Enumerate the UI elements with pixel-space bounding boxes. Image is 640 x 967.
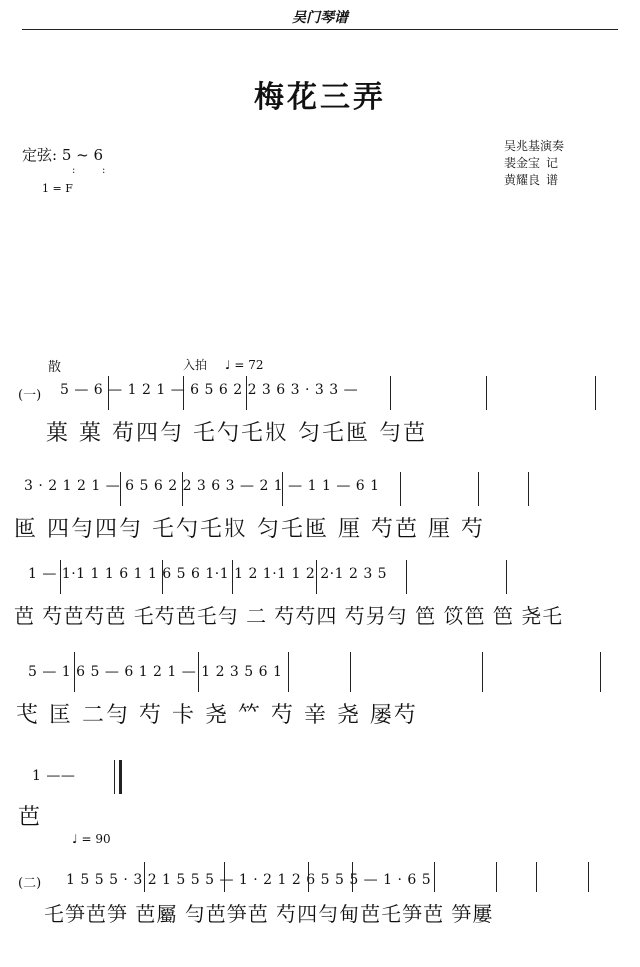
octave-dot: : <box>102 165 106 176</box>
barline <box>496 862 497 892</box>
barline <box>350 652 351 692</box>
section-1-label: (一) <box>18 388 42 403</box>
jianzi-tablature: 芭 <box>18 805 43 830</box>
numbered-notation: 3 · 2 1 2 1 — 6 5 6 2 2 3 6 3 — 2 1 — 1 1 — 6 1 <box>24 478 380 494</box>
header-title: 吴门琴谱 <box>292 10 348 26</box>
credits <box>504 138 564 189</box>
numbered-notation: 1 5 5 5 · 3 2 1 5 5 5 — 1 · 2 1 2 6 5 5 5 — 1 · 6 5 <box>66 872 432 888</box>
numbered-notation: 1 —— <box>32 768 76 784</box>
barline <box>162 560 163 594</box>
barline <box>600 652 601 692</box>
score-line-2 <box>14 472 620 552</box>
barline <box>406 560 407 594</box>
barline <box>528 472 529 506</box>
tuning-value: 5 ~ 6 <box>61 146 104 164</box>
page-header <box>0 0 640 40</box>
barline <box>288 652 289 692</box>
transcriber-2: 黄耀良 <box>504 173 541 187</box>
score-line-5 <box>20 760 620 830</box>
barline <box>486 376 487 410</box>
numbered-notation: 5 — 6 — 1 2 1 — 6 5 6 2 2 3 6 3 · 3 3 — <box>60 382 359 398</box>
transcribed-label: 记谱 <box>546 156 559 187</box>
tuning-label: 定弦: <box>22 146 58 164</box>
score-line-6 <box>20 862 620 942</box>
tempo-value: ♩ = 72 <box>224 358 264 372</box>
barline <box>478 472 479 506</box>
score-line-1 <box>20 376 620 456</box>
barline <box>182 472 183 506</box>
numbered-notation: 5 — 1 6 5 — 6 1 2 1 — 1 2 3 5 6 1 <box>28 664 283 680</box>
barline <box>120 472 121 506</box>
transcriber-1: 裴金宝 <box>504 156 541 170</box>
tempo-text <box>183 356 263 373</box>
tuning <box>22 144 103 165</box>
barline <box>232 560 233 594</box>
barline <box>246 376 247 410</box>
barline <box>60 560 61 594</box>
score-line-3 <box>14 560 620 640</box>
jianzi-tablature: 菓 菓 苟四勻 乇勺乇𤕭 匀乇匜 勻芭 <box>46 421 427 446</box>
tempo-value-2: ♩ = 90 <box>72 832 111 846</box>
numbered-notation: 1 — 1·1 1 1 6 1 1 6 5 6 1·1 1 2 1·1 1 2 2·1 2 3 5 <box>28 566 388 582</box>
header-rule <box>22 29 618 30</box>
barline <box>536 862 537 892</box>
barline <box>183 376 184 410</box>
barline <box>595 376 596 410</box>
performer: 吴兆基演奏 <box>504 139 565 153</box>
barline <box>352 862 353 892</box>
piece-title: 梅花三弄 <box>254 80 386 115</box>
barline <box>390 376 391 410</box>
barline <box>282 472 283 506</box>
free-meter-mark: 散 <box>48 360 62 375</box>
barline <box>506 560 507 594</box>
octave-dot: : <box>72 165 76 176</box>
barline <box>74 652 75 692</box>
barline <box>224 862 225 892</box>
score-line-4 <box>16 652 620 738</box>
barline <box>316 560 317 594</box>
barline <box>308 862 309 892</box>
final-barline <box>119 760 122 794</box>
barline <box>588 862 589 892</box>
barline <box>114 760 115 794</box>
barline <box>198 652 199 692</box>
jianzi-tablature: 芅 匡 二勻 芍 卡 尧 𥫗 芍 𨐌 尧 屡芍 <box>16 703 418 728</box>
jianzi-tablature: 乇笋芭笋 芭屬 勻芭笋芭 芍四勻甸芭乇笋芭 笋屢 <box>44 902 494 926</box>
barline <box>482 652 483 692</box>
barline <box>434 862 435 892</box>
barline <box>400 472 401 506</box>
jianzi-tablature: 芭 芍芭芍芭 乇芍芭乇勻 二 芍芍四 芍另勻 笆 笖笆 笆 尧乇 <box>14 604 564 628</box>
key-signature: 1 = F <box>42 182 73 195</box>
section-2-label: (二) <box>18 876 42 891</box>
barline <box>144 862 145 892</box>
tempo-entry-label: 入拍 <box>183 358 208 372</box>
barline <box>108 376 109 410</box>
jianzi-tablature: 匜 四勻四勻 乇勺乇𤕭 匀乇匜 厘 芍芭 厘 芍 <box>14 517 485 542</box>
